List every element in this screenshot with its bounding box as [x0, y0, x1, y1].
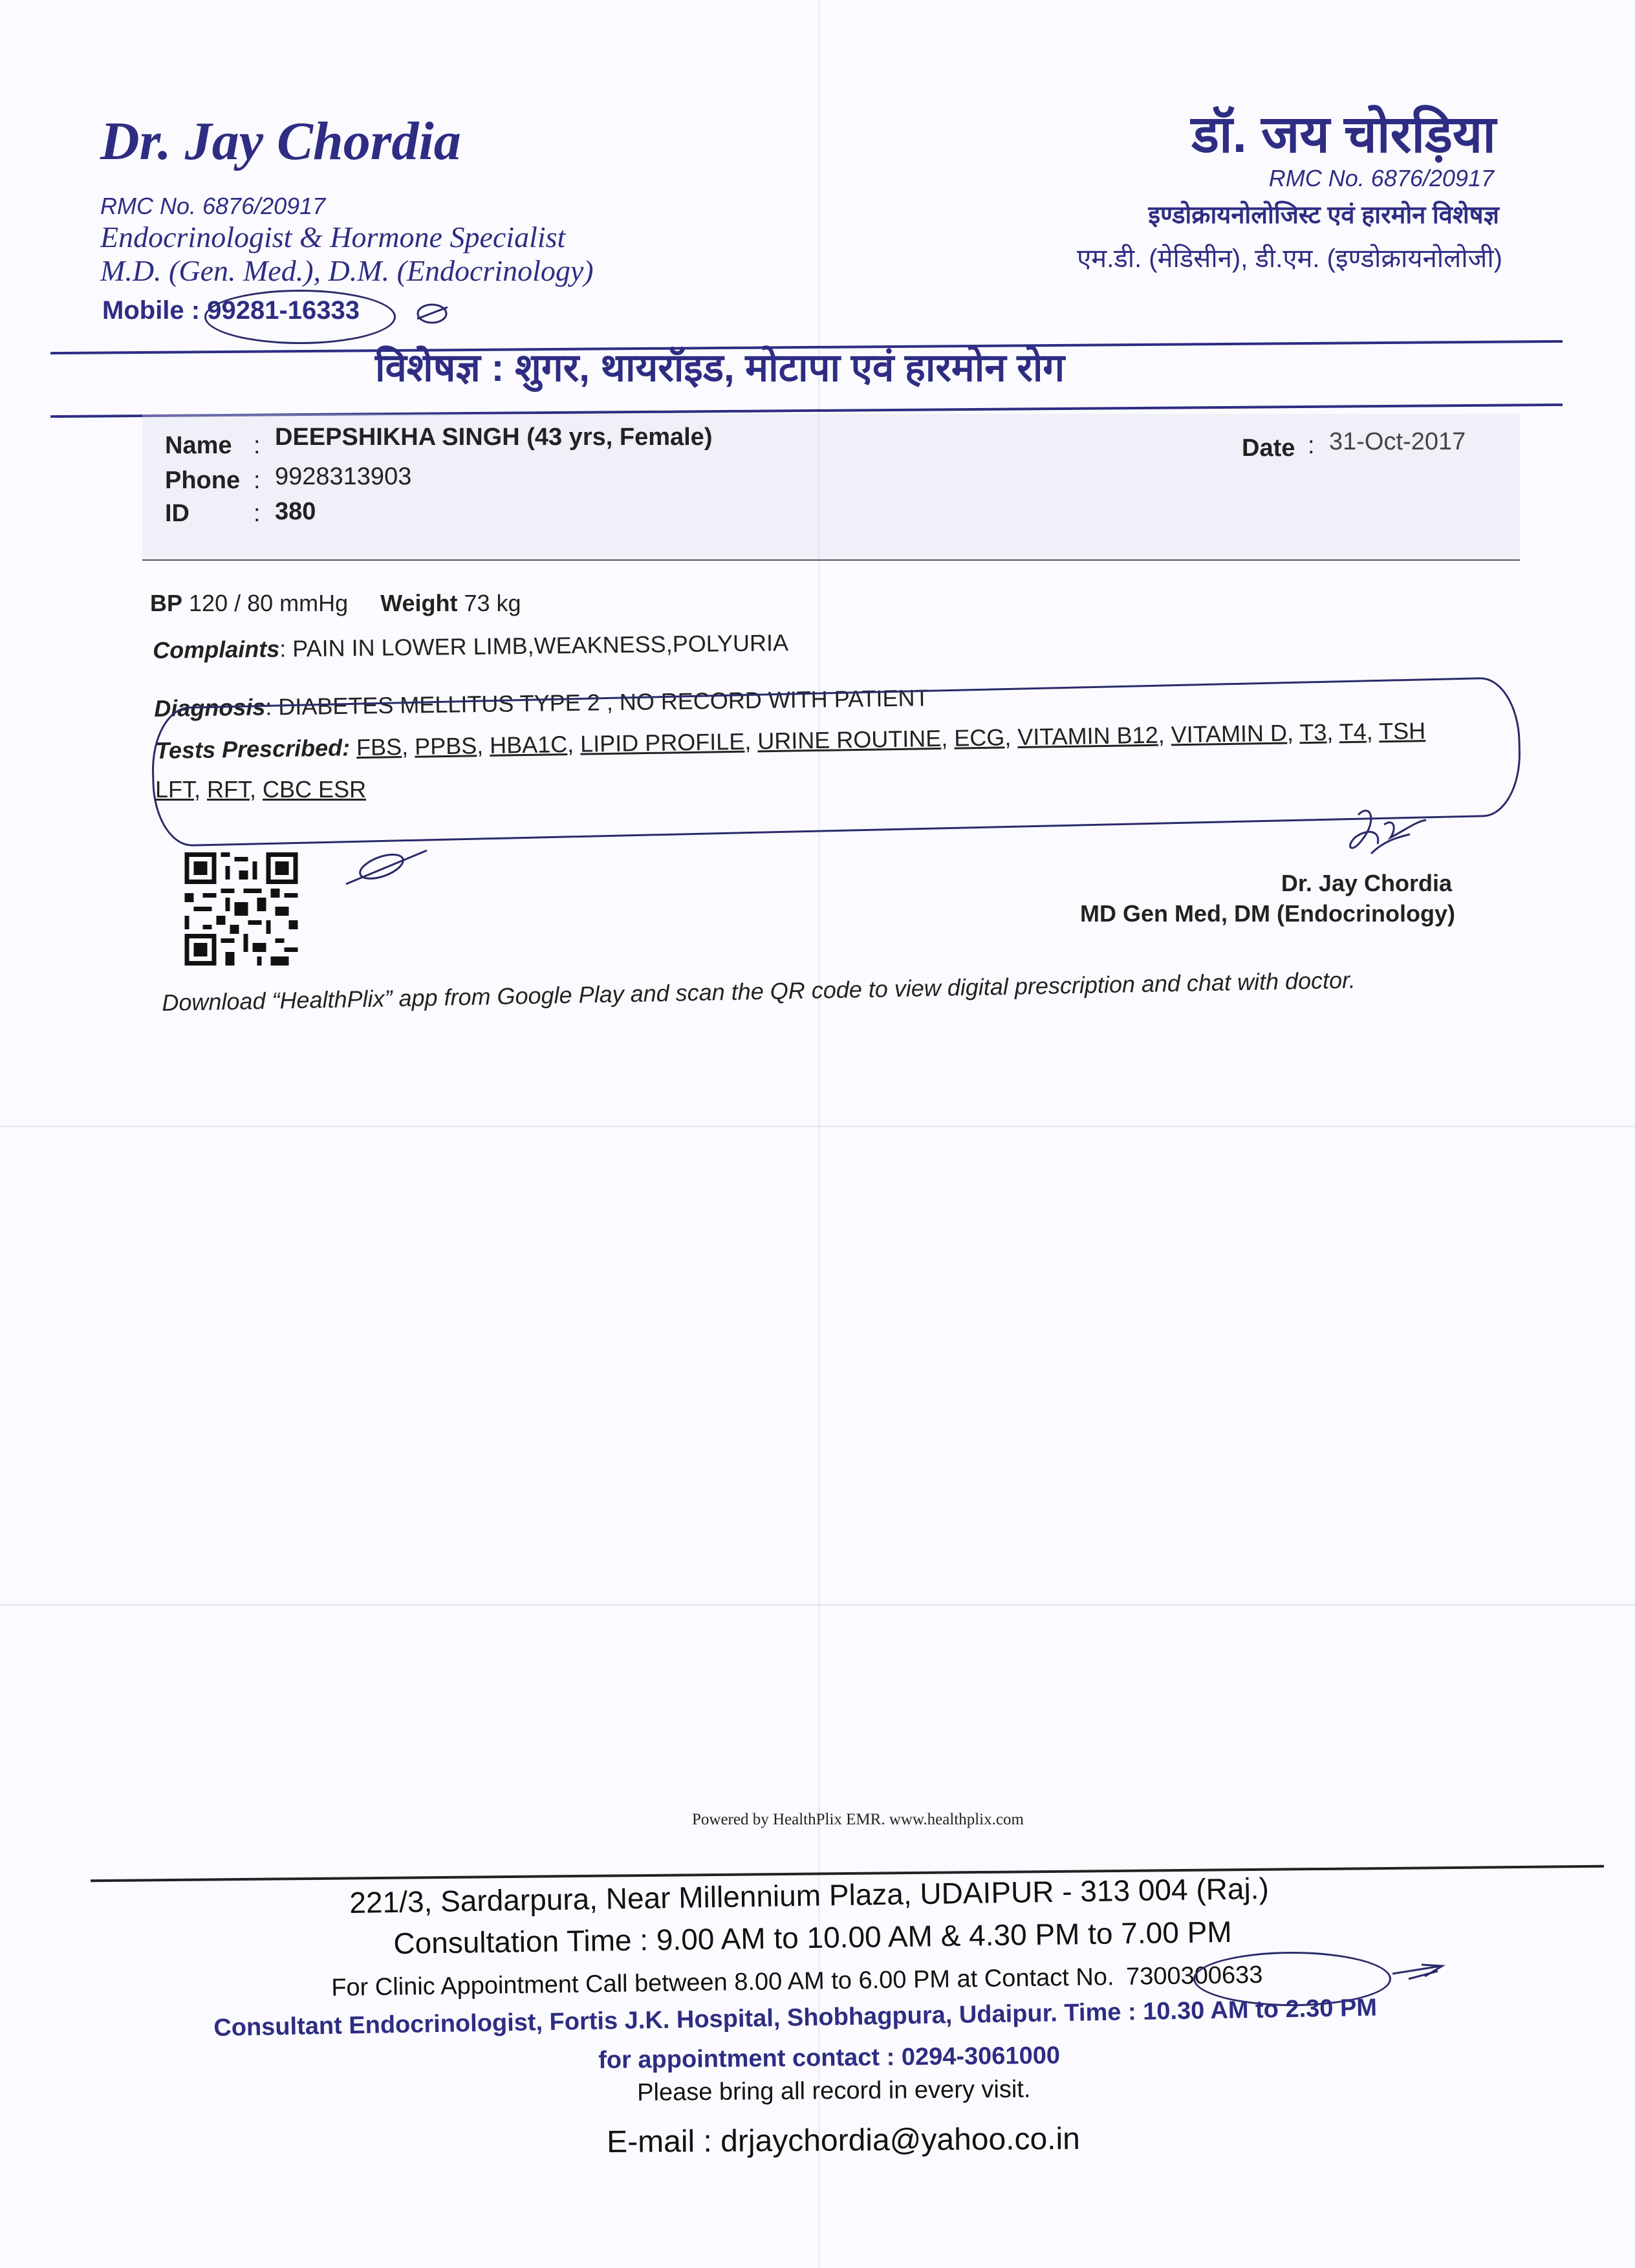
id-label: ID: [165, 500, 189, 527]
separator: :: [254, 432, 261, 459]
complaints-label: Complaints: [153, 635, 280, 664]
test-item: PPBS: [414, 732, 477, 760]
date-label: Date: [1242, 435, 1295, 462]
specialty-en: Endocrinologist & Hormone Specialist: [100, 221, 566, 254]
diagnosis-value: DIABETES MELLITUS TYPE 2 , NO RECORD WITH PATIENT: [278, 684, 929, 720]
bp-label: BP: [150, 590, 183, 616]
degrees-hi: एम.डी. (मेडिसीन), डी.एम. (इण्डोक्रायनोलोजी): [1077, 244, 1502, 273]
test-item: CBC ESR: [263, 776, 367, 803]
footer-fortis-contact: for appointment contact : 0294-3061000: [598, 2042, 1061, 2074]
fortis-time: . Time : 10.30 AM to 2.30 PM: [1050, 1994, 1378, 2027]
test-item: T3: [1299, 718, 1327, 746]
signature-icon: [1332, 802, 1429, 873]
appointment-number: 7300300633: [1125, 1961, 1263, 1991]
rmc-number-hi: RMC No. 6876/20917: [1268, 165, 1494, 191]
pen-arrow-icon: [1389, 1960, 1447, 1985]
appointment-text: For Clinic Appointment Call between 8.00 AM to 6.00 PM at Contact No.: [331, 1963, 1114, 2002]
specialty-hi: इण्डोक्रायनोलोजिस्ट एवं हारमोन विशेषज्ञ: [1148, 202, 1499, 229]
weight-value: 73 kg: [464, 590, 521, 616]
diagnosis-label: Diagnosis: [154, 693, 266, 722]
doctor-name-hi: डॉ. जय चोरड़िया: [1191, 105, 1496, 163]
mobile-number: 99281-16333: [207, 296, 360, 325]
test-item: LFT: [155, 776, 195, 803]
complaints-value: PAIN IN LOWER LIMB,WEAKNESS,POLYURIA: [292, 629, 789, 662]
bp-value: 120 / 80 mmHg: [189, 590, 349, 616]
visit-date: 31-Oct-2017: [1329, 428, 1466, 455]
footer-records-note: Please bring all record in every visit.: [637, 2075, 1031, 2106]
diagnosis-line: Diagnosis: DIABETES MELLITUS TYPE 2 , NO RECORD WITH PATIENT: [154, 684, 929, 722]
tests-line-2: LFT, RFT, CBC ESR: [155, 776, 367, 803]
specialties-banner: विशेषज्ञ : शुगर, थायरॉइड, मोटापा एवं हारमोन रोग: [375, 346, 1065, 389]
separator: :: [254, 500, 261, 527]
doctor-name-en: Dr. Jay Chordia: [100, 111, 461, 171]
pen-mark-icon: [414, 299, 453, 329]
test-item: VITAMIN D: [1171, 719, 1288, 748]
paper-fold: [0, 1125, 1635, 1127]
powered-by-text: Powered by HealthPlix EMR. www.healthplix.com: [692, 1811, 1024, 1828]
test-item: ECG: [953, 724, 1005, 751]
mobile-label: Mobile :: [102, 296, 200, 325]
degrees-en: M.D. (Gen. Med.), D.M. (Endocrinology): [100, 254, 594, 287]
test-item: TSH: [1378, 717, 1426, 745]
app-download-note: Download “HealthPlix” app from Google Play and scan the QR code to view digital prescription and chat with doctor.: [162, 966, 1356, 1016]
tests-label: Tests Prescribed:: [155, 734, 351, 764]
test-item: FBS: [356, 733, 402, 761]
patient-phone: 9928313903: [275, 463, 412, 490]
signature-name: Dr. Jay Chordia: [1281, 870, 1452, 896]
patient-id: 380: [275, 498, 316, 525]
rmc-number-en: RMC No. 6876/20917: [100, 193, 326, 219]
tests-line-1: Tests Prescribed: FBS, PPBS, HBA1C, LIPID PROFILE, URINE ROUTINE, ECG, VITAMIN B12, VITAMIN D, T3, T4, TSH: [155, 717, 1426, 764]
qr-code-icon: [183, 852, 299, 966]
test-item: LIPID PROFILE: [579, 728, 745, 757]
pen-mark-icon: [343, 844, 433, 889]
footer-consultation-time: Consultation Time : 9.00 AM to 10.00 AM & 4.30 PM to 7.00 PM: [393, 1914, 1232, 1960]
test-item: URINE ROUTINE: [757, 724, 942, 755]
pen-circle: [204, 290, 396, 344]
signature-degrees: MD Gen Med, DM (Endocrinology): [1080, 900, 1455, 927]
footer-email: E-mail : drjaychordia@yahoo.co.in: [607, 2121, 1081, 2159]
separator: :: [1308, 432, 1315, 459]
weight-label: Weight: [380, 590, 458, 616]
test-item: T4: [1339, 718, 1367, 746]
test-item: RFT: [207, 776, 250, 803]
paper-fold: [0, 1604, 1635, 1606]
test-item: VITAMIN B12: [1017, 721, 1158, 751]
fortis-text: Consultant Endocrinologist, Fortis J.K. Hospital, Shobhagpura, Udaipur: [213, 2000, 1051, 2042]
vitals-line: [150, 590, 521, 617]
separator: :: [254, 467, 261, 494]
name-label: Name: [165, 432, 232, 459]
footer-appointment-line: [331, 1961, 1263, 2002]
phone-label: Phone: [165, 467, 241, 494]
patient-name: DEEPSHIKHA SINGH (43 yrs, Female): [275, 424, 713, 451]
footer-address: 221/3, Sardarpura, Near Millennium Plaza, UDAIPUR - 313 004 (Raj.): [349, 1871, 1270, 1919]
complaints-line: Complaints: PAIN IN LOWER LIMB,WEAKNESS,POLYURIA: [153, 629, 789, 664]
test-item: HBA1C: [489, 730, 568, 759]
